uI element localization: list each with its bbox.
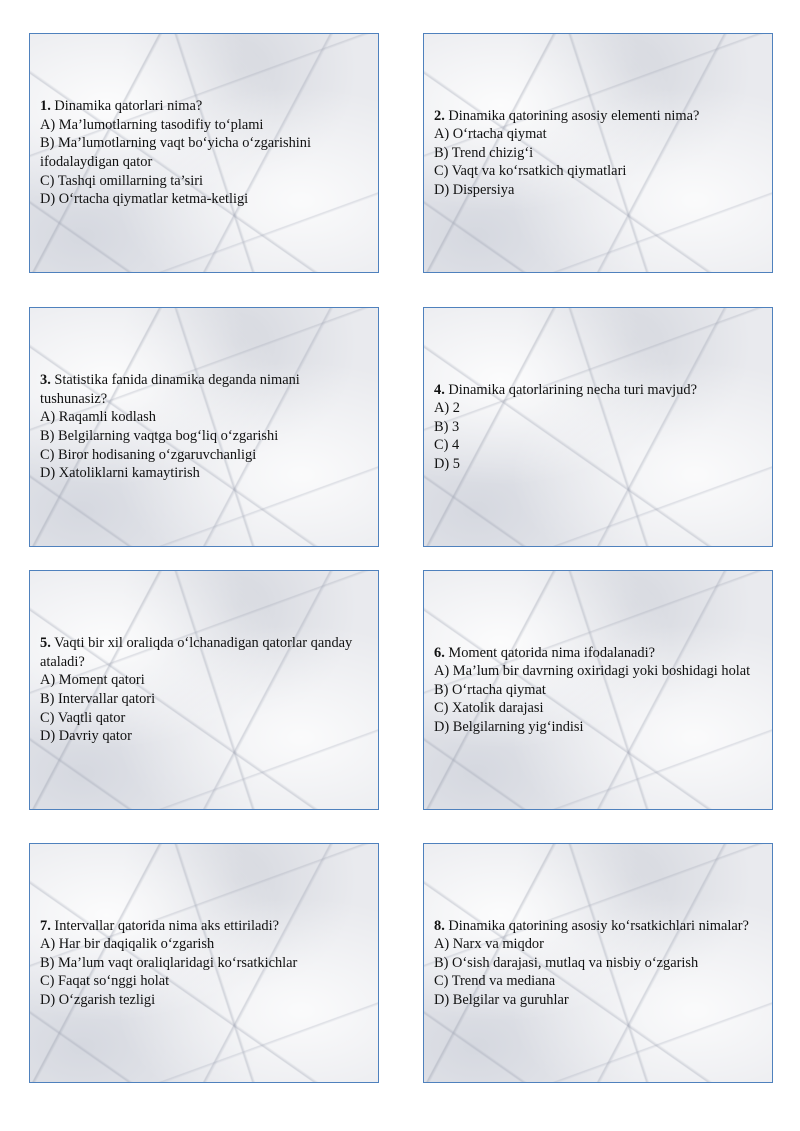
question-text: Vaqti bir xil oraliqda o‘lchanadigan qatorlar qanday ataladi? bbox=[40, 635, 353, 670]
option-a: A) Har bir daqiqalik o‘zgarish bbox=[40, 936, 215, 953]
option-c: C) Tashqi omillarning ta’siri bbox=[40, 172, 204, 189]
option-a: A) Raqamli kodlash bbox=[40, 409, 156, 426]
question-line bbox=[434, 917, 749, 936]
option-b: B) O‘sish darajasi, mutlaq va nisbiy o‘zgarish bbox=[434, 954, 699, 971]
question-number: 5. bbox=[40, 635, 51, 652]
question-block bbox=[434, 381, 697, 474]
question-card-4 bbox=[423, 307, 773, 547]
question-line bbox=[40, 371, 368, 408]
option-c: C) Vaqt va ko‘rsatkich qiymatlari bbox=[434, 163, 627, 180]
option-c: C) Xatolik darajasi bbox=[434, 700, 544, 717]
option-c: C) Trend va mediana bbox=[434, 973, 556, 990]
question-number: 8. bbox=[434, 917, 445, 934]
question-card-6 bbox=[423, 570, 773, 810]
question-block bbox=[40, 97, 368, 209]
question-card-5 bbox=[29, 570, 379, 810]
question-line bbox=[434, 381, 697, 400]
option-a: A) Narx va miqdor bbox=[434, 936, 544, 953]
question-text: Dinamika qatorining asosiy elementi nima? bbox=[448, 107, 700, 124]
option-d: D) Dispersiya bbox=[434, 181, 515, 198]
question-block bbox=[434, 644, 750, 737]
question-text: Intervallar qatorida nima aks ettiriladi? bbox=[54, 917, 279, 934]
question-text: Moment qatorida nima ifodalanadi? bbox=[448, 644, 656, 661]
question-card-1 bbox=[29, 33, 379, 273]
question-card-2 bbox=[423, 33, 773, 273]
question-number: 7. bbox=[40, 917, 51, 934]
question-line bbox=[434, 107, 699, 126]
question-number: 4. bbox=[434, 381, 445, 398]
option-a: A) O‘rtacha qiymat bbox=[434, 126, 547, 143]
question-block bbox=[434, 107, 699, 200]
question-block bbox=[434, 917, 749, 1010]
question-number: 3. bbox=[40, 372, 51, 389]
option-d: D) Davriy qator bbox=[40, 728, 132, 745]
question-block bbox=[40, 634, 368, 746]
option-b: B) O‘rtacha qiymat bbox=[434, 681, 546, 698]
question-card-7 bbox=[29, 843, 379, 1083]
option-b: B) Ma’lum vaqt oraliqlaridagi ko‘rsatkichlar bbox=[40, 954, 298, 971]
question-block bbox=[40, 917, 297, 1010]
option-d: D) Belgilar va guruhlar bbox=[434, 991, 569, 1008]
question-line bbox=[434, 644, 750, 663]
question-number: 2. bbox=[434, 107, 445, 124]
option-a: A) 2 bbox=[434, 400, 460, 417]
question-line bbox=[40, 634, 368, 671]
option-d: D) Xatoliklarni kamaytirish bbox=[40, 465, 200, 482]
option-b: B) Trend chizig‘i bbox=[434, 144, 534, 161]
option-c: C) 4 bbox=[434, 437, 460, 454]
question-number: 1. bbox=[40, 98, 51, 115]
question-text: Dinamika qatorlarining necha turi mavjud? bbox=[448, 381, 697, 398]
question-line bbox=[40, 917, 297, 936]
option-c: C) Vaqtli qator bbox=[40, 709, 126, 726]
question-text: Dinamika qatorining asosiy ko‘rsatkichlari nimalar? bbox=[448, 917, 749, 934]
question-card-3 bbox=[29, 307, 379, 547]
question-block bbox=[40, 371, 368, 483]
option-b: B) Belgilarning vaqtga bog‘liq o‘zgarishi bbox=[40, 428, 279, 444]
option-c: C) Faqat so‘nggi holat bbox=[40, 973, 170, 990]
question-number: 6. bbox=[434, 644, 445, 661]
question-line bbox=[40, 97, 368, 116]
option-d: D) Belgilarning yig‘indisi bbox=[434, 718, 584, 735]
option-b: B) Intervallar qatori bbox=[40, 691, 156, 707]
question-text: Statistika fanida dinamika deganda nimani tushunasiz? bbox=[40, 372, 300, 407]
option-d: D) O‘zgarish tezligi bbox=[40, 991, 156, 1008]
option-d: D) 5 bbox=[434, 455, 460, 472]
option-a: A) Ma’lum bir davrning oxiridagi yoki boshidagi holat bbox=[434, 663, 751, 680]
question-card-8 bbox=[423, 843, 773, 1083]
option-a: A) Moment qatori bbox=[40, 672, 145, 689]
option-b: B) 3 bbox=[434, 418, 460, 435]
option-d: D) O‘rtacha qiymatlar ketma-ketligi bbox=[40, 191, 249, 208]
question-text: Dinamika qatorlari nima? bbox=[54, 98, 203, 115]
option-b: B) Ma’lumotlarning vaqt bo‘yicha o‘zgarishini ifodalaydigan qator bbox=[40, 135, 311, 170]
option-c: C) Biror hodisaning o‘zgaruvchanligi bbox=[40, 446, 257, 463]
option-a: A) Ma’lumotlarning tasodifiy to‘plami bbox=[40, 116, 264, 133]
